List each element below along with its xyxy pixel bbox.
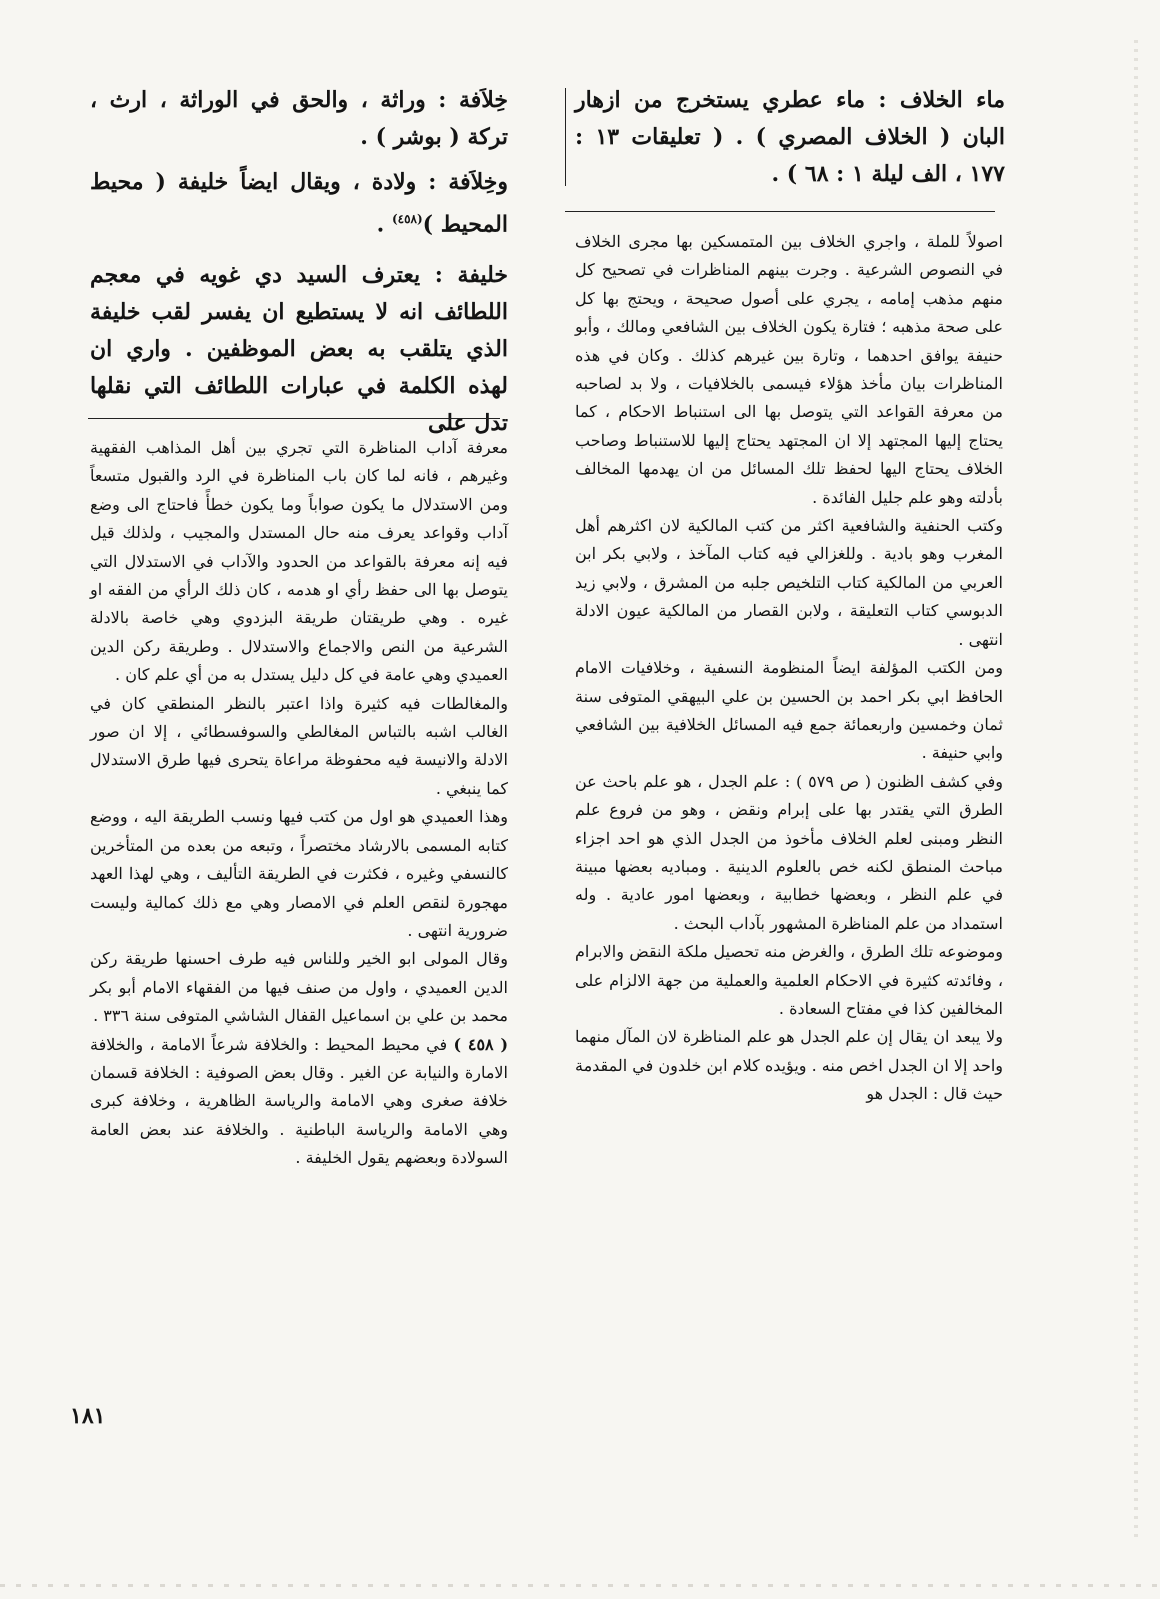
entry-khilafa-birth [90,164,508,243]
right-header-rule [565,211,995,212]
scan-bottom-artifact [0,1584,1160,1587]
scan-edge-artifact [1134,40,1138,1540]
entry-khalifa: خليفة : يعترف السيد دي غويه في معجم اللطائف انه لا يستطيع ان يفسر لقب خليفة الذي يتلقب به بعض الموظفين . واري ان لهذه الكلمة في عبارات اللطائف التي نقلها تدل على [90,262,508,437]
left-entries [90,82,508,442]
entry-end: . [376,211,392,238]
footnote-number: ( ٤٥٨ ) [453,1034,509,1054]
footnote-text: في محيط المحيط : والخلافة شرعاً الامامة ، والخلافة الامارة والنيابة عن الغير . وقال بعض الصوفية : الخلافة قسمان خلافة صغرى وهي الامامة والرياسة الظاهرية ، وخلافة كبرى وهي الامامة والرياسة الباطنية . والخلافة عند بعض العامة السولادة وبعضهم يقول الخليفة . [90,1034,508,1168]
entry-khilafa-birth-text: وخِلاَفة : ولادة ، ويقال ايضاً خليفة ( محيط المحيط ) [90,169,508,238]
right-entry-main [575,82,1005,193]
column-divider [565,88,566,186]
right-body [575,228,1003,1109]
entry-ma-al-khilaf: ماء الخلاف : ماء عطري يستخرج من ازهار البان ( الخلاف المصري ) . ( تعليقات ١٣ : ١٧٧ ، الف ليلة ١ : ٦٨ ) . [575,87,1005,187]
left-paragraph: وهذا العميدي هو اول من كتب فيها ونسب الطريقة اليه ، ووضع كتابه المسمى بالارشاد مختصراً ، وتبعه من بعده من المتأخرين كالنسفي وغيره ، فكثرت في الطريقة التأليف ، وهي لهذا العهد مهجورة لنقص العلم في الامصار وهي مع ذلك كمالية وليست ضرورية انتهى . [90,807,508,940]
page-number: ١٨١ [70,1403,106,1429]
left-paragraph: وقال المولى ابو الخير وللناس فيه طرف احسنها طريقة ركن الدين العميدي ، واول من صنف فيها من الفقهاء الامام أبو بكر محمد بن علي بن اسماعيل القفال الشاشي المتوفى سنة ٣٣٦ . [90,949,508,1026]
footnote-ref: (٤٥٨) [391,212,423,226]
entry-khilafa-inheritance: خِلاَفة : وراثة ، والحق في الوراثة ، ارث ، تركة ( بوشر ) . [90,87,508,150]
left-body [90,434,508,1173]
left-paragraph: معرفة آداب المناظرة التي تجري بين أهل المذاهب الفقهية وغيرهم ، فانه لما كان باب المناظرة في الرد والقبول متسعاً ومن الاستدلال ما يكون صواباً وما يكون خطأً فاحتاج الى وضع آداب وقواعد يعرف منه حال المستدل والمجيب ، ولذلك قيل فيه إنه معرفة بالقواعد من الحدود والآداب في الاستدلال التي يتوصل بها الى حفظ رأي او هدمه ، كان ذلك الرأي من الفقه او غيره . وهي طريقتان طريقة البزدوي وهي خاصة بالادلة الشرعية من النص والاجماع والاستدلال . وطريقة ركن الدين العميدي وهي عامة في كل دليل يستدل به من أي علم كان . [90,438,509,685]
footnote [90,1031,508,1173]
right-paragraph: وفي كشف الظنون ( ص ٥٧٩ ) : علم الجدل ، هو علم باحث عن الطرق التي يقتدر بها على إبرام ونقض ، وهو من فروع علم النظر ومبنى لعلم الخلاف مأخوذ من الجدل الذي هو احد اجزاء مباحث المنطق لكنه خص بالعلوم الدينية . ومباديه بعضها مبينة في علم النظر ، وبعضها خطابية ، وبعضها امور عادية . وله استمداد من علم المناظرة المشهور بآداب البحث . [575,771,1004,933]
right-paragraph: ولا يبعد ان يقال إن علم الجدل هو علم المناظرة لان المآل منهما واحد إلا ان الجدل اخص منه . ويؤيده كلام ابن خلدون في المقدمة حيث قال : الجدل هو [574,1027,1003,1104]
right-paragraph: وكتب الحنفية والشافعية اكثر من كتب المالكية لان اكثرهم أهل المغرب وهو بادية . وللغزالي فيه كتاب المآخذ ، ولابي بكر ابن العربي من المالكية كتاب التلخيص جلبه من المشرق ، ولابي زيد الدبوسي كتاب التعليقة ، ولابن القصار من المالكية عيون الادلة انتهى . [575,516,1003,649]
left-header-rule [88,418,500,419]
right-paragraph: ومن الكتب المؤلفة ايضاً المنظومة النسفية ، وخلافيات الامام الحافظ ابي بكر احمد بن الحسين بن علي البيهقي المتوفى سنة ثمان وخمسين واربعمائة جمع فيه المسائل الخلافية بين الشافعي وابي حنيفة . [575,658,1003,763]
left-paragraph: والمغالطات فيه كثيرة واذا اعتبر بالنظر المنطقي كان في الغالب اشبه بالتباس المغالطي والسوفسطائي ، إلا ان صور الادلة والانيسة فيه محفوظة مراعاة يتحرى فيها طرق الاستدلال كما ينبغي . [90,693,508,798]
footnote-458 [90,1031,508,1173]
right-paragraph: وموضوعه تلك الطرق ، والغرض منه تحصيل ملكة النقض والابرام ، وفائدته كثيرة في الاحكام العلمية والعملية من جهة الالزام على المخالفين كذا في مفتاح السعادة . [575,942,1003,1018]
right-paragraph: اصولاً للملة ، واجري الخلاف بين المتمسكين بها مجرى الخلاف في النصوص الشرعية . وجرت بينهم المناظرات في تصحيح كل منهم مذهب إمامه ، يجري على أصول صحيحة ، ويحتج بها كل على صحة مذهبه ؛ فتارة يكون الخلاف بين الشافعي ومالك ، وأبو حنيفة يوافق احدهما ، وتارة بين غيرهم كذلك . وكان في هذه المناظرات بيان مأخذ هؤلاء فيسمى بالخلافيات ، ولا بد لصاحبه من معرفة القواعد التي يتوصل بها الى استنباط الاحكام ، كما يحتاج إليها المجتهد إلا ان المجتهد يحتاج إليها للاستنباط وصاحب الخلاف يحتاج اليها لحفظ تلك المسائل من ان يهدمها المخالف بأدلته وهو علم جليل الفائدة . [575,232,1003,507]
